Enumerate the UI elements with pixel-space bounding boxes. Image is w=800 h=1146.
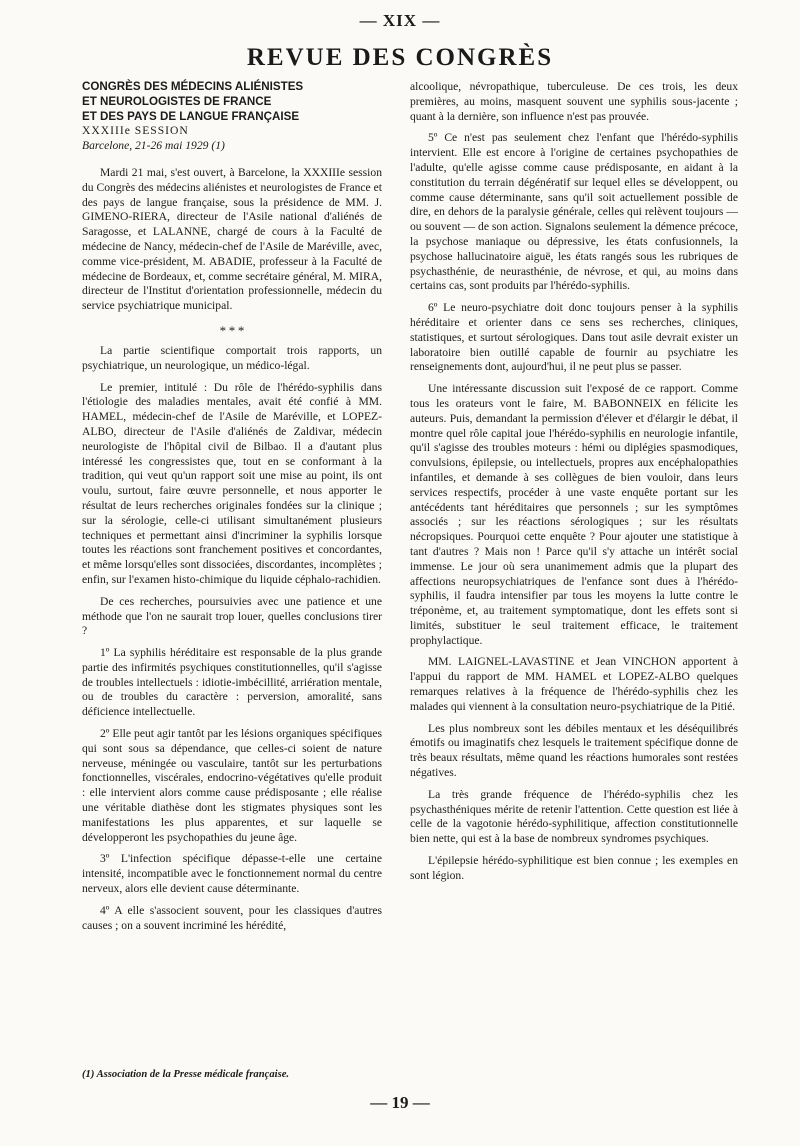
paragraph: 6º Le neuro-psychiatre doit donc toujours penser à la syphilis héréditaire et orienter dans ce sens ses recherches, cliniques, statistiques, et surtout sérologiques. Dans tout asile devrait exister un laboratoire bien outillé capable de fournir au psychiatre les renseignements dont, aujourd'hui, il ne peut plus se passer. xyxy=(410,301,738,374)
footnote: (1) Association de la Presse médicale française. xyxy=(82,1069,290,1080)
place-date: Barcelone, 21-26 mai 1929 (1) xyxy=(82,139,225,153)
paragraph: 2º Elle peut agir tantôt par les lésions organiques spécifiques qui sont sous sa dépendance, que celles-ci soient de nature nerveuse, méningée ou vasculaire, tantôt sur les perturbations fonctionnelles, viscérales, endocrino-végétatives qu'elle produit : elle intervient alors comme cause prédisposante ; elle réalise une véritable diathèse dont les stigmates physiques sont les manifestations les plus apparentes, et sur laquelle se développeront les psychopathies du jeune âge. xyxy=(82,727,382,844)
article-title-line-1: CONGRÈS DES MÉDECINS ALIÉNISTES xyxy=(82,80,304,93)
paragraph: La partie scientifique comportait trois rapports, un psychiatrique, un neurologique, un médico-légal. xyxy=(82,343,382,372)
paragraph: 5º Ce n'est pas seulement chez l'enfant que l'hérédo-syphilis intervient. Elle est encore à l'origine de certaines psychopathies de l'adulte, qu'elle agisse comme cause prédisposante, en aidant à la constitution du terrain dégénératif sur lequel elles se développent, ou comme cause déterminante, sans qu'il soit actuellement possible de dire, en dehors de la paralysie générale, celles qui relèvent toujours — ou souvent — de son action. Signalons seulement la démence précoce, la psychose maniaque ou dépressive, les états confusionnels, la psychose hallucinatoire aiguë, les états rangés sous les rubriques de psychasthénie, de neurasthénie, de névrose, et qui, au moins dans certains cas, sont produits par l'hérédo-syphilis. xyxy=(410,131,738,293)
session-label: XXXIIIe SESSION xyxy=(82,124,189,138)
section-title: REVUE DES CONGRÈS xyxy=(246,44,554,71)
paragraph: De ces recherches, poursuivies avec une patience et une méthode que l'on ne saurait trop louer, quelles conclusions tirer ? xyxy=(82,594,382,638)
paragraph: alcoolique, névropathique, tuberculeuse. De ces trois, les deux premières, au moins, masquent souvent une syphilis sous-jacente ; quant à la dernière, son influence n'est pas prouvée. xyxy=(410,80,738,123)
paragraph: MM. LAIGNEL-LAVASTINE et Jean VINCHON apportent à l'appui du rapport de MM. HAMEL et LOPEZ-ALBO quelques remarques relatives à la fréquence de l'hérédo-syphilis chez les malades qui viennent à la consultation neuro-psychiatrique de la Pitié. xyxy=(410,655,738,713)
paragraph: 4º A elle s'associent souvent, pour les classiques d'autres causes ; on a souvent incriminé les hérédité, xyxy=(82,903,382,932)
paragraph: La très grande fréquence de l'hérédo-syphilis chez les psychasthéniques mérite de retenir l'attention. Cette question est liée à celle de la vagotonie hérédo-syphilitique, affection constitutionnelle bien nette, qui est à la base de nombreux syndromes psychiques. xyxy=(410,787,738,846)
paragraph: Le premier, intitulé : Du rôle de l'hérédo-syphilis dans l'étiologie des maladies mentales, avait été confié à MM. HAMEL, médecin-chef de l'Asile de Maréville, et LOPEZ-ALBO, directeur de l'Asile d'aliénés de Zaldivar, médecin neurologiste de l'hôpital civil de Bilbao. Il a d'autant plus intéressé les congressistes que, tout en se conformant à la tradition, qui veut qu'un rapport soit une mise au point, ils ont voulu, surtout, faire œuvre personnelle, et nous apporter le résultat de leurs recherches originales fondées sur la clinique ; sur la sérologie, celle-ci utilisant simultanément plusieurs techniques et permettant ainsi d'incriminer la syphilis lorsque toutes les réactions sont franchement positives et concordantes, et même lorsqu'elles sont dissociées, discordantes, incomplètes ; enfin, sur l'examen histo-chimique du liquide céphalo-rachidien. xyxy=(82,380,382,586)
paragraph: Les plus nombreux sont les débiles mentaux et les déséquilibrés émotifs ou imaginatifs chez lesquels le traitement spécifique donne de très beaux résultats, même quand les réactions humorales sont restées négatives. xyxy=(410,721,738,780)
article-title-line-2: ET NEUROLOGISTES DE FRANCE xyxy=(82,94,272,108)
article-title-line-3: ET DES PAYS DE LANGUE FRANÇAISE xyxy=(82,109,300,123)
section-separator: * * * xyxy=(219,322,245,338)
paragraph: Mardi 21 mai, s'est ouvert, à Barcelone, la XXXIIIe session du Congrès des médecins aliénistes et neurologistes de France et des pays de langue française, sous la présidence de MM. J. GIMENO-RIERA, directeur de l'Asile national d'aliénés de Saragosse, et LALANNE, chargé de cours à la Faculté de médecine de Nancy, médecin-chef de l'Asile de Maréville, avec, comme vice-président, M. ABADIE, professeur à la Faculté de médecine de Bordeaux, et, comme secrétaire général, M. MIRA, directeur de l'Institut d'orientation professionnelle, médecin du service psychiatrique municipal. xyxy=(82,165,382,313)
right-column xyxy=(410,80,738,884)
paragraph: 3º L'infection spécifique dépasse-t-elle une certaine intensité, incompatible avec le fonctionnement normal du centre nerveux, alors elle devient cause déterminante. xyxy=(82,852,382,896)
page-number: — 19 — xyxy=(370,1093,430,1112)
page-number-roman: — XIX — xyxy=(359,11,441,30)
left-column xyxy=(82,80,382,933)
paragraph: 1º La syphilis héréditaire est responsable de la plus grande partie des infirmités psychiques constitutionnelles, qu'il s'agisse de troubles intellectuels : idiotie-imbécillité, arriération mentale, ou de troubles du caractère : perversion, amoralité, sans déficience intellectuelle. xyxy=(82,646,382,719)
paragraph: L'épilepsie hérédo-syphilitique est bien connue ; les exemples en sont légion. xyxy=(410,854,738,882)
paragraph: Une intéressante discussion suit l'exposé de ce rapport. Comme tous les orateurs vont le faire, M. BABONNEIX en félicite les auteurs. Puis, demandant la permission d'élever et d'élargir le débat, il montre quel rôle capital joue l'hérédo-syphilis en neurologie infantile, qu'il s'agisse des troubles moteurs : hémi ou diplégies spasmodiques, convulsions, épilepsie, ou intellectuels, propres aux encéphalopathies infantiles, et demande à ses collègues de bien vouloir, dans leurs services respectifs, procéder à une vaste enquête portant sur les antécédents tant héréditaires que personnels ; sur les symptômes associés ; sur les réactions sérologiques ; sur les résultats nécropsiques. Pourquoi cette enquête ? Pour ajouter une statistique à tant d'autres ? Mais non ! Parce qu'il s'y attache un intérêt social immense. Le jour où sera unanimement admis que la plupart des affections neuropsychiatriques de l'enfance sont dues à l'hérédo-syphilis, il faudra intensifier par tous les moyens la lutte contre le tréponème, et, au traitement symptomatique, dont les effets sont si limités, substituer le seul traitement efficace, le traitement prophylactique. xyxy=(410,382,738,647)
